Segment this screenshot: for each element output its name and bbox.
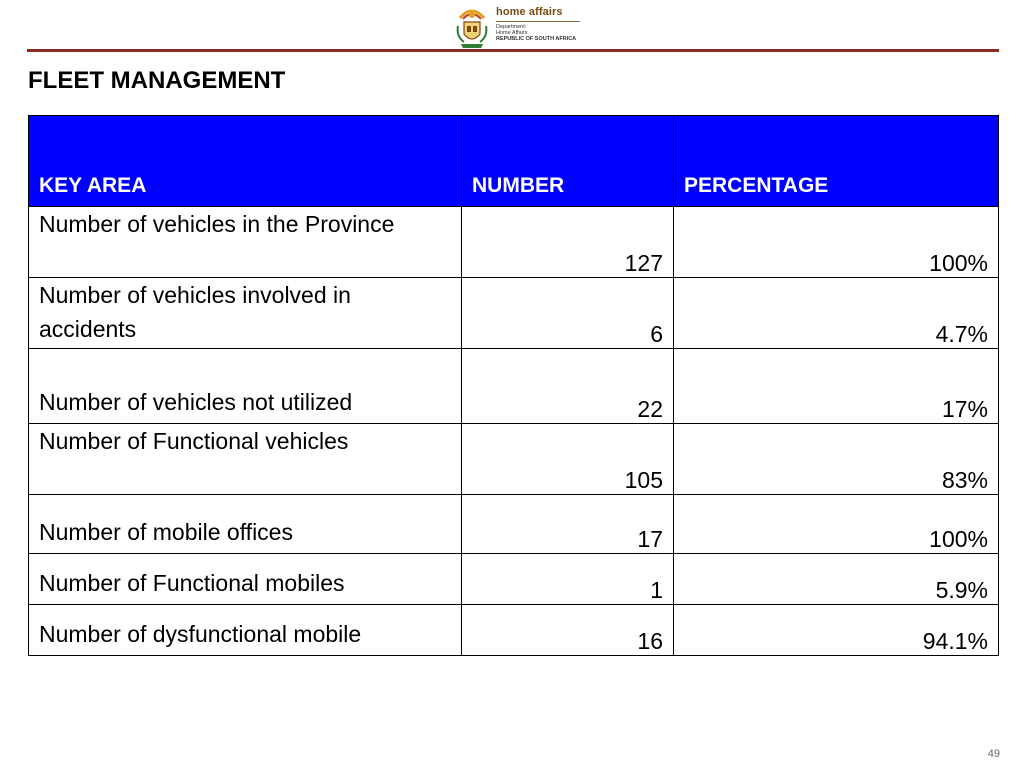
row-percentage: 94.1%: [674, 605, 999, 656]
row-key: Number of dysfunctional mobile: [29, 605, 462, 656]
row-percentage: 83%: [674, 424, 999, 495]
brand-name: home affairs: [496, 6, 563, 18]
department-name: Home Affairs: [496, 30, 528, 36]
row-number: 127: [462, 207, 674, 278]
table-row: [29, 207, 999, 278]
row-number: 22: [462, 349, 674, 424]
row-key: Number of Functional vehicles: [29, 424, 462, 495]
row-key: Number of mobile offices: [29, 495, 462, 554]
row-key: Number of vehicles involved in accidents: [29, 278, 462, 349]
row-number: 105: [462, 424, 674, 495]
page-title: FLEET MANAGEMENT: [28, 67, 286, 94]
table-row: [29, 495, 999, 554]
coat-of-arms-icon: [454, 4, 490, 50]
page-number: 49: [987, 748, 1000, 760]
header-rule: [27, 49, 999, 52]
column-header-key-area: KEY AREA: [29, 116, 462, 207]
row-percentage: 4.7%: [674, 278, 999, 349]
row-number: 6: [462, 278, 674, 349]
brand-divider: [496, 21, 580, 22]
table-row: [29, 278, 999, 349]
row-key: Number of vehicles not utilized: [29, 349, 462, 424]
row-percentage: 100%: [674, 207, 999, 278]
table-header-row: [29, 116, 999, 207]
home-affairs-logo: [454, 4, 584, 50]
table-row: [29, 554, 999, 605]
row-percentage: 5.9%: [674, 554, 999, 605]
row-number: 16: [462, 605, 674, 656]
table-row: [29, 349, 999, 424]
column-header-number: NUMBER: [462, 116, 674, 207]
row-percentage: 17%: [674, 349, 999, 424]
department-label: Department:: [496, 24, 527, 30]
row-key: Number of vehicles in the Province: [29, 207, 462, 278]
row-number: 17: [462, 495, 674, 554]
table-row: [29, 605, 999, 656]
country-name: REPUBLIC OF SOUTH AFRICA: [496, 36, 577, 42]
table-row: [29, 424, 999, 495]
fleet-table: [28, 115, 999, 656]
row-key: Number of Functional mobiles: [29, 554, 462, 605]
row-percentage: 100%: [674, 495, 999, 554]
column-header-percentage: PERCENTAGE: [674, 116, 999, 207]
row-number: 1: [462, 554, 674, 605]
